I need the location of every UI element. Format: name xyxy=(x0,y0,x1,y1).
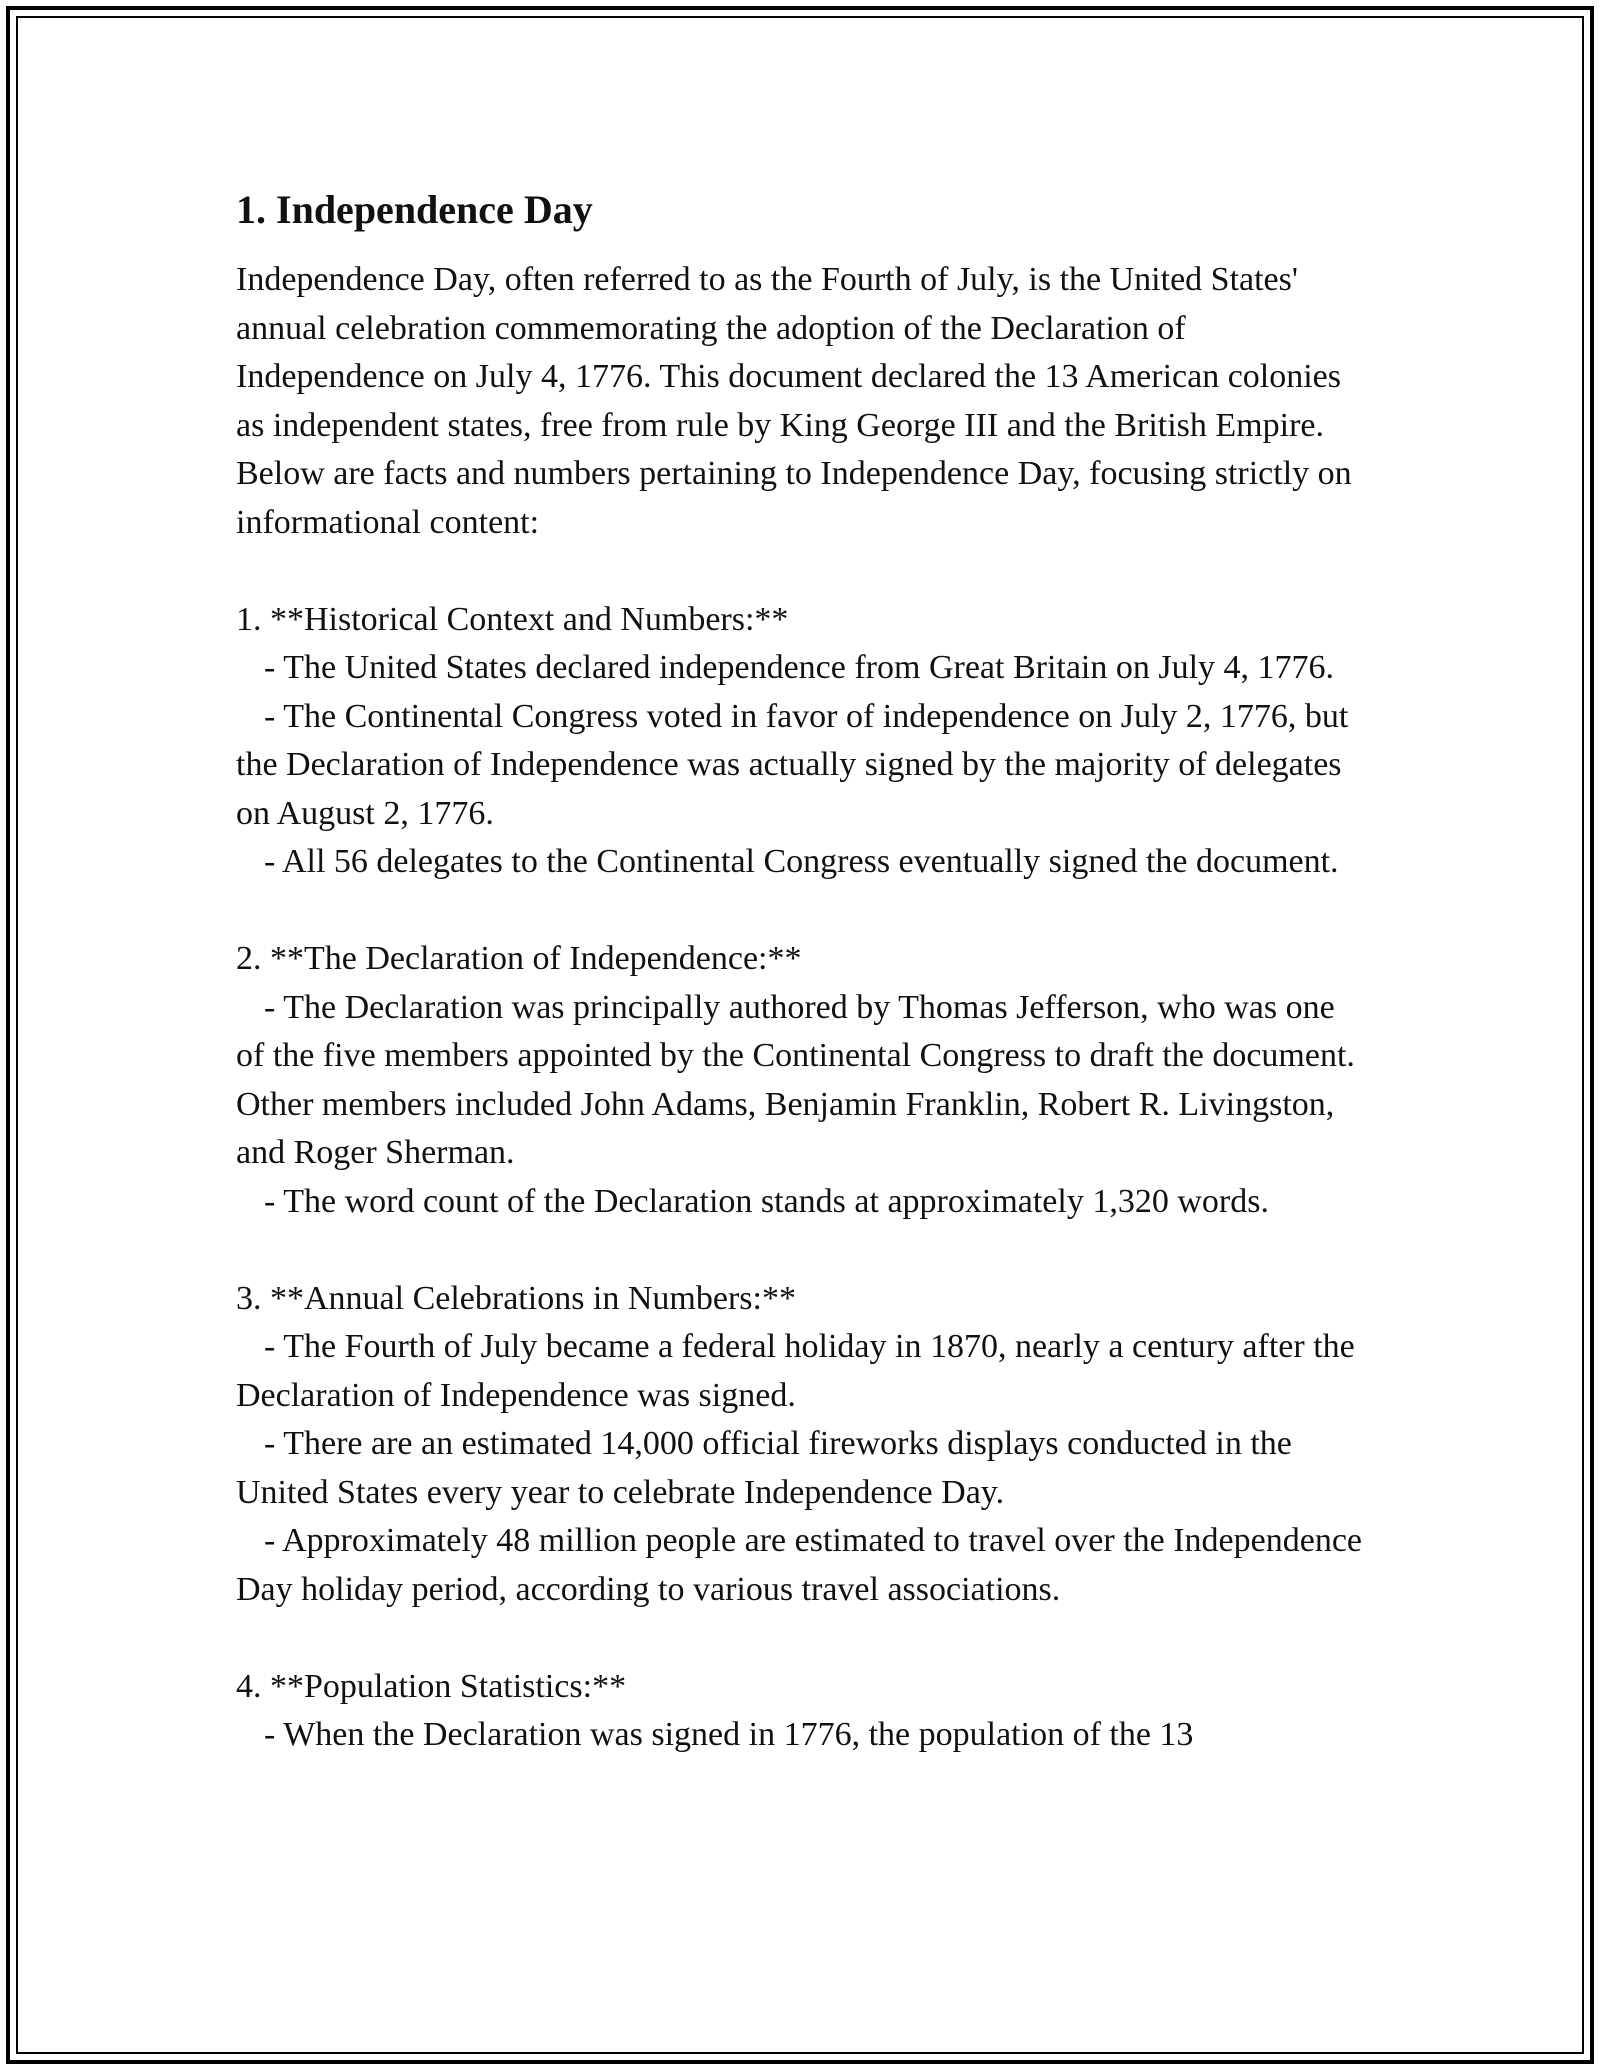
list-item xyxy=(236,1178,1366,1227)
list-item xyxy=(236,838,1366,887)
bullet-text: - All 56 delegates to the Continental Congress eventually signed the document. xyxy=(264,843,1339,880)
document-title: 1. Independence Day xyxy=(236,187,593,232)
list-item xyxy=(236,1420,1366,1517)
section-heading: 1. **Historical Context and Numbers:** xyxy=(236,600,789,638)
document-body xyxy=(236,186,1366,1760)
bullet-text: - The Continental Congress voted in favor of independence on July 2, 1776, but the Declaration of Independence was actually signed by the majority of delegates on August 2, 1776. xyxy=(236,697,1349,832)
section-heading: 2. **The Declaration of Independence:** xyxy=(236,940,802,977)
section-heading: 4. **Population Statistics:** xyxy=(236,1667,627,1705)
list-item xyxy=(236,693,1366,839)
intro-paragraph: Independence Day, often referred to as the Fourth of July, is the United States' annual celebration commemorating the adoption of the Declaration of Independence on July 4, 1776. This document declared the 13 American colonies as independent states, free from rule by King George III and the British Empire. Below are facts and numbers pertaining to Independence Day, focusing strictly on informational content: xyxy=(236,261,1361,541)
bullet-text: - There are an estimated 14,000 official fireworks displays conducted in the United States every year to celebrate Independence Day. xyxy=(236,1425,1292,1511)
list-item xyxy=(236,1517,1366,1614)
list-item xyxy=(236,644,1366,693)
section-heading: 3. **Annual Celebrations in Numbers:** xyxy=(236,1279,796,1317)
section-population-statistics xyxy=(236,1663,1366,1760)
bullet-text: - Approximately 48 million people are estimated to travel over the Independence Day holiday period, according to various travel associations. xyxy=(236,1522,1363,1608)
bullet-text: - The Fourth of July became a federal holiday in 1870, nearly a century after the Declaration of Independence was signed. xyxy=(236,1328,1355,1414)
list-item xyxy=(236,1323,1366,1420)
section-historical-context xyxy=(236,596,1366,887)
bullet-text: - The United States declared independence from Great Britain on July 4, 1776. xyxy=(264,649,1335,686)
bullet-text: - The Declaration was principally authored by Thomas Jefferson, who was one of the five members appointed by the Continental Congress to draft the document. Other members included John Adams, Benjamin Franklin, Robert R. Livingston, and Roger Sherman. xyxy=(236,988,1355,1171)
list-item xyxy=(236,984,1366,1178)
list-item xyxy=(236,1711,1366,1760)
section-annual-celebrations xyxy=(236,1275,1366,1615)
bullet-text: - The word count of the Declaration stands at approximately 1,320 words. xyxy=(264,1182,1269,1220)
bullet-text: - When the Declaration was signed in 1776, the population of the 13 xyxy=(264,1716,1194,1753)
section-declaration xyxy=(236,935,1366,1226)
